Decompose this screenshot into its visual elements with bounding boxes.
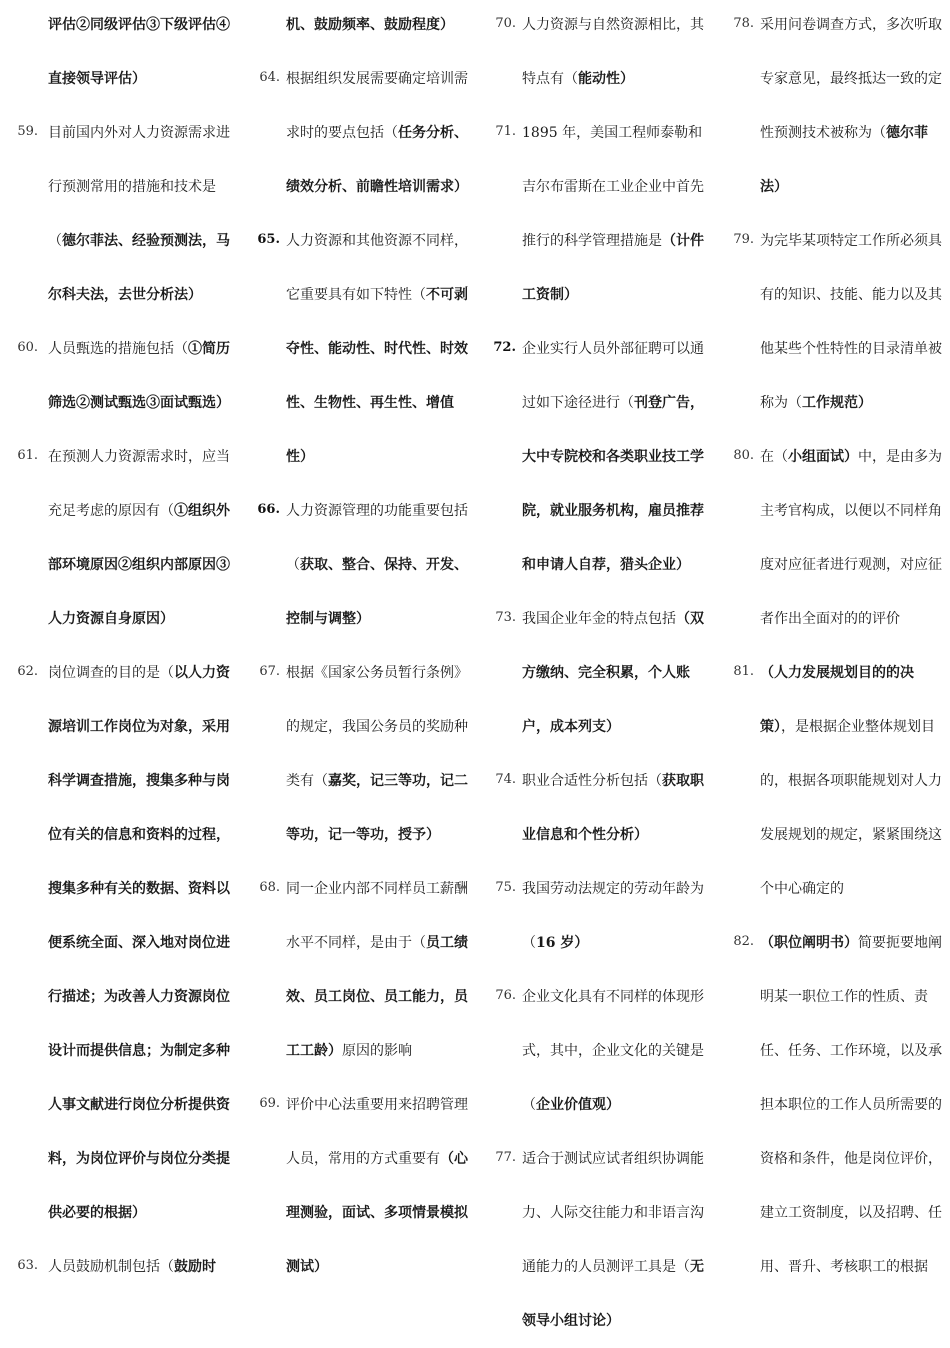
- list-item: [244, 214, 472, 484]
- answer-text: 机、鼓励频率、鼓励程度）: [286, 17, 454, 33]
- question-text: 适合于测试应试者组织协调能力、人际交往能力和非语言沟通能力的人员测评工具是（: [522, 1151, 704, 1275]
- answer-text: 评估②同级评估③下级评估④直接领导评估）: [48, 17, 230, 87]
- question-text: 根据《国家公务员暂行条例》的规定，我国公务员的奖励种类有（: [286, 665, 468, 789]
- item-text: [522, 106, 712, 322]
- column-4: [718, 0, 946, 1294]
- column-2: [244, 0, 472, 1294]
- item-text: [522, 862, 712, 970]
- question-text: 职业合适性分析包括（: [522, 773, 662, 789]
- item-text: [760, 0, 946, 214]
- question-text: 在（: [760, 449, 788, 465]
- answer-text: 无领导小组讨论）: [522, 1259, 704, 1329]
- question-text: 人力资源与自然资源相比，其特点有（: [522, 17, 704, 87]
- item-number: 60.: [17, 340, 38, 355]
- answer-text: ①简历筛选②测试甄选③面试甄选）: [48, 341, 230, 411]
- question-text: 评价中心法重要用来招聘管理人员，常用的方式重要有: [286, 1097, 468, 1167]
- question-text: 同一企业内部不同样员工薪酬水平不同样，是由于（: [286, 881, 468, 951]
- question-text: 简要扼要地阐明某一职位工作的性质、责任、任务、工作环境，以及承担本职位的工作人员所需要的资格和条件，他是岗位评价，建立工资制度，以及招聘、任用、晋升、考核职工的根据: [760, 935, 942, 1275]
- item-number: 73.: [495, 610, 516, 625]
- item-number: 67.: [259, 664, 280, 679]
- item-number: 68.: [259, 880, 280, 895]
- answer-text: （双方缴纳、完全积累，个人账户，成本列支）: [522, 611, 704, 735]
- question-text: 在预测人力资源需求时，应当充足考虑的原因有（: [48, 449, 230, 519]
- list-item: [718, 0, 946, 214]
- list-item: [718, 430, 946, 646]
- item-number: 75.: [495, 880, 516, 895]
- question-text: 我国企业年金的特点包括: [522, 611, 676, 627]
- list-item: [0, 322, 238, 430]
- answer-text: （计件工资制）: [522, 233, 704, 303]
- question-text: 采用问卷调查方式，多次听取专家意见，最终抵达一致的定性预测技术被称为（: [760, 17, 942, 141]
- question-text: 1895 年，美国工程师泰勒和吉尔布雷斯在工业企业中首先推行的科学管理措施是: [522, 125, 704, 249]
- item-text: [48, 322, 238, 430]
- question-text: 为完毕某项特定工作所必须具有的知识、技能、能力以及其他某些个性特性的目录清单被称为（: [760, 233, 942, 411]
- answer-text: 能动性）: [578, 71, 634, 87]
- item-number: 79.: [733, 232, 754, 247]
- answer-text: 获取职业信息和个性分析）: [522, 773, 704, 843]
- answer-text: 不可剥夺性、能动性、时代性、时效性、生物性、再生性、增值性）: [286, 287, 468, 465]
- item-number: 80.: [733, 448, 754, 463]
- answer-text: 小组面试）: [788, 449, 858, 465]
- answer-text: 刊登广告，大中专院校和各类职业技工学院，就业服务机构，雇员推荐和申请人自荐，猎头企业）: [522, 395, 704, 573]
- question-text: 人员甄选的措施包括（: [48, 341, 188, 357]
- list-item: [480, 0, 712, 106]
- item-text: [286, 646, 472, 862]
- item-number: 61.: [17, 448, 38, 463]
- list-item: [0, 0, 238, 106]
- item-text: [760, 916, 946, 1294]
- list-item: [480, 1132, 712, 1348]
- answer-text: 鼓励时: [174, 1259, 216, 1275]
- question-text: 人力资源和其他资源不同样，它重要具有如下特性（: [286, 233, 468, 303]
- item-text: [286, 52, 472, 214]
- item-number: 81.: [733, 664, 754, 679]
- list-item: [480, 322, 712, 592]
- question-text: 我国劳动法规定的劳动年龄为（: [522, 881, 704, 951]
- answer-text: 获取、整合、保持、开发、控制与调整）: [286, 557, 468, 627]
- list-item: [244, 1078, 472, 1294]
- question-text: 根据组织发展需要确定培训需求时的要点包括（: [286, 71, 468, 141]
- item-text: [522, 322, 712, 592]
- item-number: 63.: [17, 1258, 38, 1273]
- list-item: [480, 106, 712, 322]
- item-number: 72.: [493, 340, 516, 355]
- list-item: [244, 646, 472, 862]
- answer-text: 员工绩效、员工岗位、员工能力，员工工龄）: [286, 935, 468, 1059]
- item-text: [522, 1132, 712, 1348]
- item-number: 64.: [259, 70, 280, 85]
- item-text: [286, 484, 472, 646]
- list-item: [0, 1240, 238, 1294]
- item-text: [48, 430, 238, 646]
- item-number: 77.: [495, 1150, 516, 1165]
- question-text: 岗位调查的目的是（: [48, 665, 174, 681]
- answer-text: 任务分析、绩效分析、前瞻性培训需求）: [286, 125, 468, 195]
- item-text: [522, 970, 712, 1132]
- list-item: [718, 214, 946, 430]
- item-number: 74.: [495, 772, 516, 787]
- question-text: 中，是由多为主考官构成，以便以不同样角度对应征者进行观测，对应征者作出全面对的的评价: [760, 449, 942, 627]
- answer-text: 16 岁）: [536, 935, 589, 951]
- item-number: 62.: [17, 664, 38, 679]
- list-item: [244, 862, 472, 1078]
- answer-text: 企业价值观）: [536, 1097, 620, 1113]
- item-number: 71.: [495, 124, 516, 139]
- item-text: [48, 106, 238, 322]
- answer-text: 工作规范）: [802, 395, 872, 411]
- item-text: [760, 214, 946, 430]
- answer-text: （人力发展规划目的的决策）: [760, 665, 914, 735]
- list-item: [0, 646, 238, 1240]
- item-text: [522, 592, 712, 754]
- list-item: [244, 0, 472, 52]
- item-text: [760, 430, 946, 646]
- list-item: [480, 970, 712, 1132]
- answer-text: 嘉奖，记三等功，记二等功，记一等功，授予）: [286, 773, 468, 843]
- item-text: [522, 0, 712, 106]
- item-text: [286, 0, 472, 52]
- item-text: [286, 1078, 472, 1294]
- item-text: [522, 754, 712, 862]
- question-text: 企业实行人员外部征聘可以通过如下途径进行（: [522, 341, 704, 411]
- question-text: 企业文化具有不同样的体现形式，其中，企业文化的关键是（: [522, 989, 704, 1113]
- question-text: 原因的影响: [342, 1043, 412, 1059]
- list-item: [718, 646, 946, 916]
- item-number: 66.: [257, 502, 280, 517]
- item-number: 70.: [495, 16, 516, 31]
- list-item: [0, 106, 238, 322]
- column-1: [0, 0, 238, 1294]
- answer-text: 德尔菲法、经验预测法，马尔科夫法，去世分析法）: [48, 233, 230, 303]
- item-text: [48, 0, 238, 106]
- answer-text: （职位阐明书）: [760, 935, 858, 951]
- item-number: 59.: [17, 124, 38, 139]
- list-item: [480, 754, 712, 862]
- list-item: [480, 592, 712, 754]
- column-3: [480, 0, 712, 1348]
- item-number: 65.: [257, 232, 280, 247]
- item-text: [48, 1240, 238, 1294]
- answer-text: 以人力资源培训工作岗位为对象，采用科学调查措施，搜集多种与岗位有关的信息和资料的过程，搜集多种有关的数据、资料以便系统全面、深入地对岗位进行描述；为改善人力资源岗位设计而提供信息；为制定多种人事文献进行岗位分析提供资料，为岗位评价与岗位分类提供必要的根据）: [48, 665, 230, 1221]
- item-number: 82.: [733, 934, 754, 949]
- list-item: [718, 916, 946, 1294]
- question-text: 目前国内外对人力资源需求进行预测常用的措施和技术是（: [48, 125, 230, 249]
- question-text: 人力资源管理的功能重要包括（: [286, 503, 468, 573]
- list-item: [480, 862, 712, 970]
- answer-text: （心理测验，面试、多项情景模拟测试）: [286, 1151, 468, 1275]
- item-text: [760, 646, 946, 916]
- item-number: 69.: [259, 1096, 280, 1111]
- list-item: [0, 430, 238, 646]
- item-number: 76.: [495, 988, 516, 1003]
- list-item: [244, 484, 472, 646]
- item-text: [48, 646, 238, 1240]
- item-text: [286, 214, 472, 484]
- item-number: 78.: [733, 16, 754, 31]
- list-item: [244, 52, 472, 214]
- answer-text: ①组织外部环境原因②组织内部原因③人力资源自身原因）: [48, 503, 230, 627]
- answer-text: 德尔菲法）: [760, 125, 928, 195]
- question-text: 人员鼓励机制包括（: [48, 1259, 174, 1275]
- question-text: ，是根据企业整体规划目的，根据各项职能规划对人力发展规划的规定，紧紧围绕这个中心确定的: [760, 719, 942, 897]
- item-text: [286, 862, 472, 1078]
